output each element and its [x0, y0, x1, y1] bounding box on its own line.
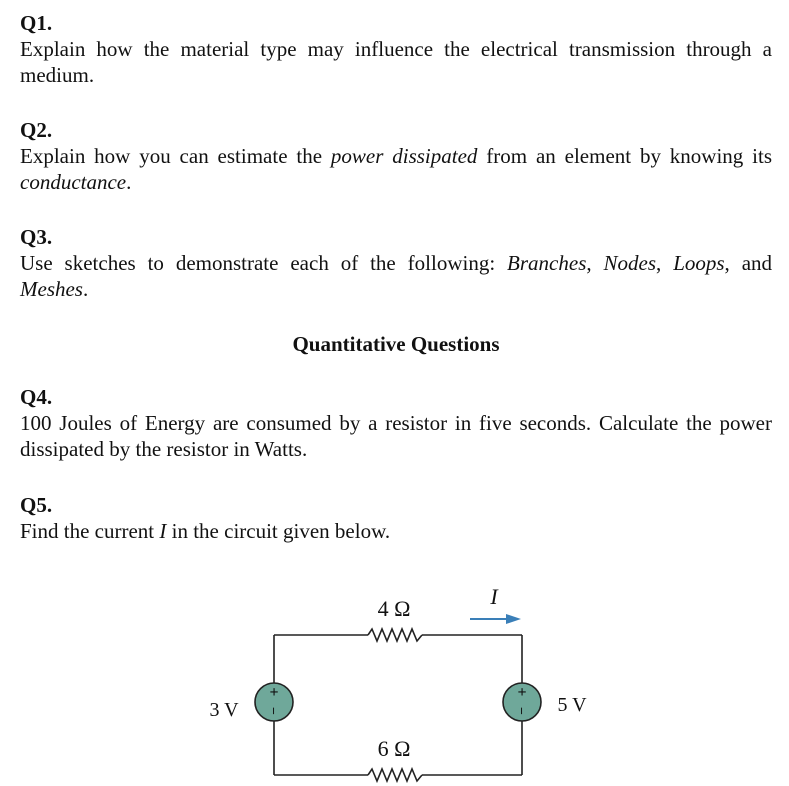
left-voltage-source — [255, 683, 293, 721]
bottom-resistor-zigzag — [368, 769, 422, 781]
right-source-plus: + — [517, 684, 527, 701]
text-run: from an element by knowing its — [477, 144, 772, 168]
current-arrow — [470, 614, 521, 624]
italic-term: conductance — [20, 170, 127, 194]
text-run: , and — [724, 251, 773, 275]
question-number: Q5. — [20, 493, 53, 517]
text-run: , — [586, 251, 604, 275]
text-run: Find the current — [20, 519, 160, 543]
top-resistor-label: 4 Ω — [377, 596, 411, 621]
top-resistor-zigzag — [368, 629, 422, 641]
question-number: Q1. — [20, 11, 53, 35]
right-source-minus: − — [513, 707, 528, 715]
text-run: , — [656, 251, 674, 275]
text-run: in the circuit given below. — [166, 519, 391, 543]
right-source-label: 5 V — [557, 694, 587, 716]
left-source-plus: + — [269, 684, 279, 701]
italic-term: Nodes — [603, 251, 657, 275]
italic-term: I — [159, 519, 167, 543]
bottom-resistor-label: 6 Ω — [377, 736, 411, 761]
right-voltage-source — [503, 683, 541, 721]
italic-term: Loops — [673, 251, 725, 275]
text-run: Explain how you can estimate the — [20, 144, 331, 168]
left-source-minus: − — [265, 707, 280, 715]
question-number: Q3. — [20, 225, 53, 249]
question-number: Q2. — [20, 118, 53, 142]
text-run: . — [82, 277, 89, 301]
question-number: Q4. — [20, 385, 53, 409]
left-source-label: 3 V — [209, 699, 239, 721]
italic-term: Meshes — [20, 277, 83, 301]
current-label: I — [490, 584, 498, 609]
text-run: Explain how the material type may influence the electrical transmission through a medium. — [20, 37, 772, 87]
italic-term: Branches — [507, 251, 587, 275]
section-heading: Quantitative Questions — [292, 332, 500, 356]
text-run: 100 Joules of Energy are consumed by a resistor in five seconds. Calculate the power dissipated by the resistor in Watts. — [20, 411, 772, 461]
text-run: Use sketches to demonstrate each of the following: — [20, 251, 508, 275]
italic-term: power dissipated — [330, 144, 478, 168]
text-run: . — [126, 170, 132, 194]
